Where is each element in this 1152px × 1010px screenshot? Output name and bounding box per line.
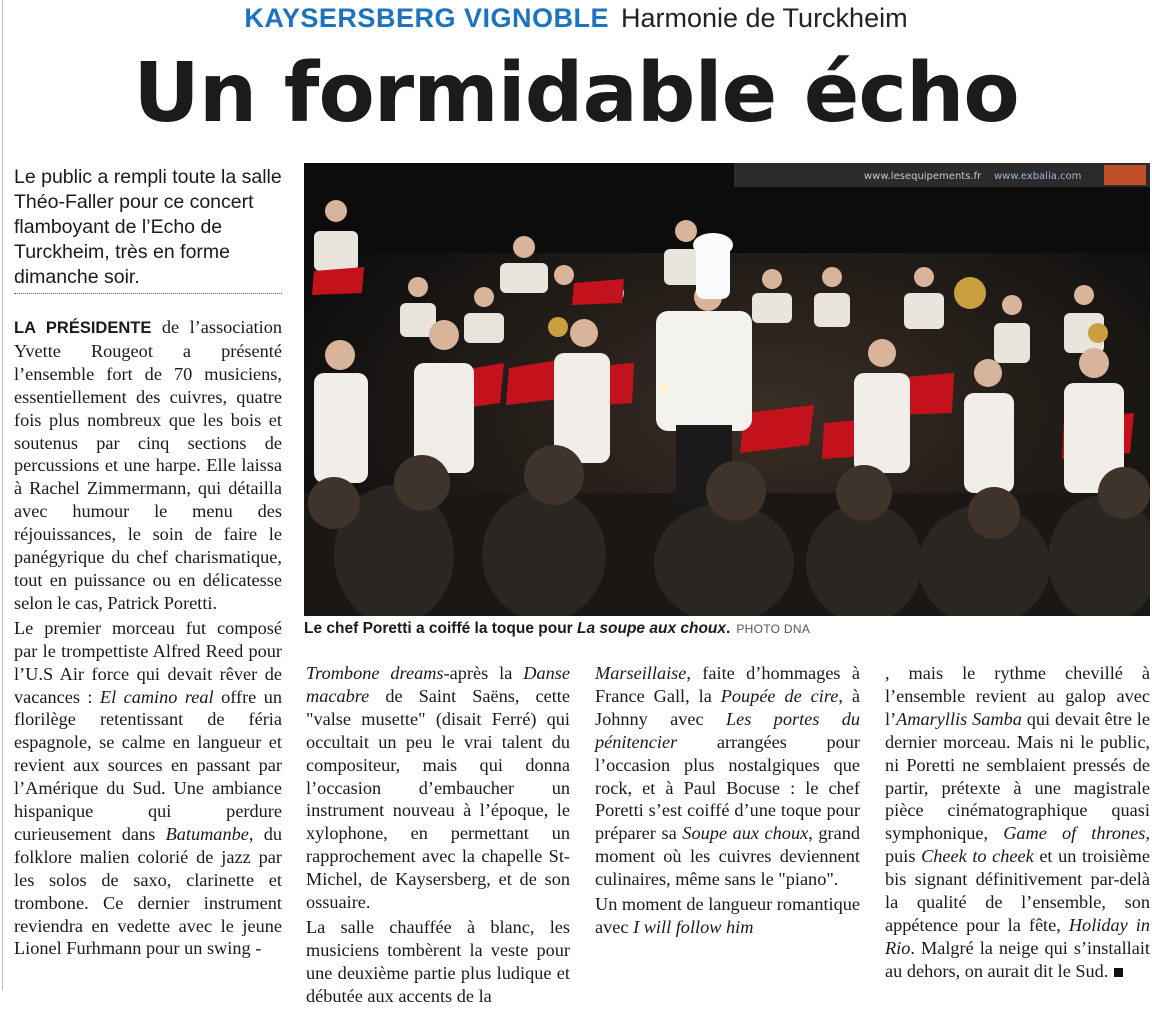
p3-text-a: La salle chauffée à blanc, les musiciens tombèrent la veste pour une deuxième partie plus ludique et débutée aux accents de la <box>306 916 570 1006</box>
paragraph-2-continued <box>306 662 570 914</box>
p3-text-c: , à Johnny avec <box>595 685 860 729</box>
p4-text-e: et un troisième bis signant définitivement par-delà la qualité de l’ensemble, son appétence pour la fête, <box>885 846 1150 935</box>
p2-title-4: Danse macabre <box>306 663 570 706</box>
caption-main: Le chef Poretti a coiffé la toque pour <box>304 620 578 637</box>
p3-title-4: Soupe aux choux <box>682 823 809 844</box>
p3-title-2: Poupée de cire <box>720 685 839 706</box>
p3-title-1: Marseillaise <box>595 663 687 683</box>
p2-text-a: Le premier morceau fut composé par le trompettiste Alfred Reed pour l’U.S Air force qui devait rêver de vacances : <box>14 617 282 707</box>
paragraph-1 <box>14 316 282 615</box>
p4-title-4: Cheek to cheek <box>921 846 1034 867</box>
caption-text <box>304 620 730 637</box>
p3-text-d: arrangées pour l’occasion plus nostalgiques que rock, et à Paul Bocuse : le chef Poretti s’est coiffé d’une toque pour préparer sa <box>595 731 860 844</box>
p2-text-c: , du folklore malien colorié de jazz par les solos de saxo, clarinette et trombone. Ce dernier instrument reviendra en vedette avec le jeune Lionel Furhmann pour un swing - <box>14 823 282 959</box>
p4-text-f: . Malgré la neige qui s’installait au dehors, on aurait dit le Sud. <box>885 937 1150 981</box>
photo-credit: PHOTO DNA <box>736 622 811 636</box>
p2-title-2: Batumanbe <box>165 823 249 844</box>
section-label: Harmonie de Turckheim <box>620 3 908 33</box>
paragraph-2-start <box>14 617 282 961</box>
page-title: Un formidable écho <box>133 46 1019 141</box>
kicker-line <box>0 3 1152 34</box>
p2-text-d: -après la <box>443 663 524 683</box>
p3-text-e: , grand moment où les cuivres deviennent culinaires, même sans le "piano". <box>595 823 860 890</box>
p4-title-5: Holiday in Rio <box>885 914 1151 958</box>
paragraph-4-continued <box>885 662 1150 983</box>
p2-text-e: de Saint Saëns, cette "valse musette" (disait Ferré) qui occultait un peu le vrai talent du compositeur, mais qui donna l’occasion d’embaucher un instrument nouveau à l’époque, le xylophone, en permettant un rapprochement avec la chapelle St-Michel, de Kaysersberg, et de son ossuaire. <box>306 685 570 913</box>
caption-title: La soupe aux choux <box>577 620 727 637</box>
paragraph-3-continued <box>595 662 860 891</box>
article-column-2 <box>306 662 570 1010</box>
p4-title-1: I will follow him <box>633 916 754 937</box>
paragraph-1-text: de l’association Yvette Rougeot a présenté l’ensemble fort de 70 musiciens, essentiellement des cuivres, quatre fois plus nombreux que les bois et soutenus par cinq sections de percussions et une harpe. Elle laissa à Rachel Zimmermann, qui détailla avec humour le menu des réjouissances, le soin de faire le panégyrique du chef charismatique, tout en puissance ou en délicatesse selon le cas, Patrick Poretti. <box>14 317 283 613</box>
article-column-3 <box>595 662 860 941</box>
location-kicker: KAYSERSBERG VIGNOBLE <box>244 3 609 33</box>
concert-photo-illustration <box>304 163 1150 616</box>
p4-text-b: , mais le rythme chevillé à l’ensemble revient au galop avec l’ <box>885 663 1150 729</box>
dotted-divider <box>14 293 282 294</box>
banner-text-2: www.exbalia.com <box>994 171 1082 182</box>
p2-title-1: El camino real <box>99 686 214 707</box>
article-column-1 <box>14 316 282 962</box>
p3-title-3: Les portes du pénitencier <box>595 708 860 752</box>
lead-in: LA PRÉSIDENTE <box>14 319 152 337</box>
article-standfirst: Le public a rempli toute la salle Théo-Faller pour ce concert flamboyant de l’Echo de Turckheim, très en forme dimanche soir. <box>14 166 282 288</box>
p4-title-3: Game of thrones <box>1003 823 1146 844</box>
p4-text-d: , puis <box>885 823 1151 867</box>
p2-text-b: offre un florilège retentissant de féria espagnole, se calme en langueur et revient aux sources en passant par l’Amérique du Sud. Une ambiance hispanique qui perdure curieusement dans <box>14 686 282 844</box>
end-of-article-mark <box>1114 968 1123 977</box>
p4-text-c: qui devait être le dernier morceau. Mais ni le public, ni Poretti ne semblaient pressés de partir, prétexte à une magistrale pièce cinématographique quasi symphonique, <box>885 708 1150 844</box>
p2-title-3: Trombone dreams <box>306 663 444 683</box>
page-edge-rule <box>2 0 3 990</box>
p4-text-a: Un moment de langueur romantique avec <box>595 894 861 937</box>
banner-text-1: www.lesequipements.fr <box>864 171 982 182</box>
concert-photo <box>304 163 1150 616</box>
photo-caption <box>304 620 1150 638</box>
paragraph-3-start <box>306 916 570 1008</box>
article-column-4 <box>885 662 1150 985</box>
p4-title-2: Amaryllis Samba <box>896 708 1022 729</box>
p3-text-b: , faite d’hommages à France Gall, la <box>595 663 860 706</box>
paragraph-4-start <box>595 893 860 939</box>
caption-end: . <box>726 620 731 637</box>
